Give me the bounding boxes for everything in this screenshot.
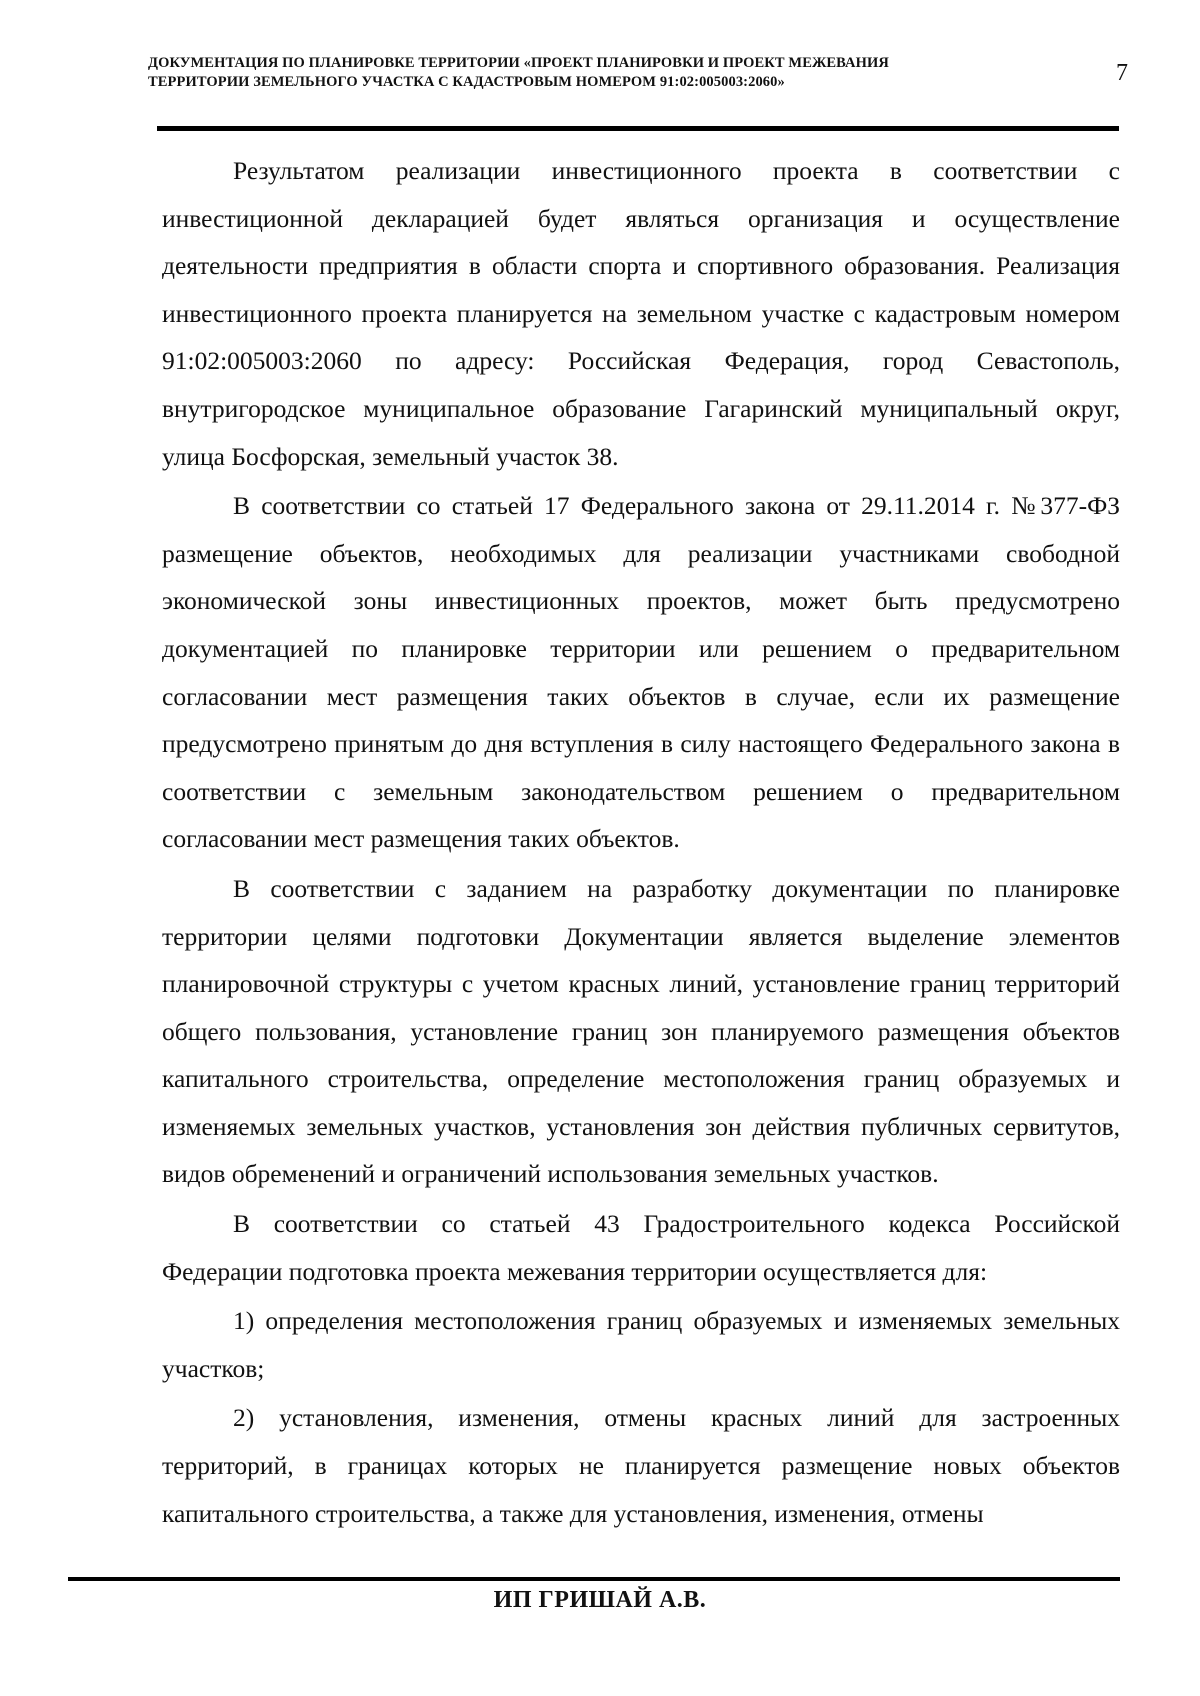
- paragraph-task-goals: В соответствии с заданием на разработку документации по планировке территории целями подготовки Документации является выделение элементов планировочной структуры с учетом красных линий, установление границ территорий общего пользования, установление границ зон планируемого размещения объектов капитального строительства, определение местоположения границ образуемых и изменяемых земельных участков, установления зон действия публичных сервитутов, видов обременений и ограничений использования земельных участков.: [162, 873, 1120, 1189]
- header-line-1: ДОКУМЕНТАЦИЯ ПО ПЛАНИРОВКЕ ТЕРРИТОРИИ «ПРОЕКТ ПЛАНИРОВКИ И ПРОЕКТ МЕЖЕВАНИЯ: [148, 55, 889, 71]
- page-number: 7: [1116, 60, 1128, 86]
- header-divider: [157, 126, 1119, 131]
- paragraph-article-43: В соответствии со статьей 43 Градостроительного кодекса Российской Федерации подготовка проекта межевания территории осуществляется для:: [162, 1209, 1120, 1286]
- list-item-1: 1) определения местоположения границ образуемых и изменяемых земельных участков;: [162, 1306, 1120, 1383]
- header-line-2: ТЕРРИТОРИИ ЗЕМЕЛЬНОГО УЧАСТКА С КАДАСТРОВЫМ НОМЕРОМ 91:02:005003:2060»: [148, 74, 785, 90]
- document-header: [148, 54, 1028, 92]
- paragraph-federal-law: В соответствии со статьей 17 Федерального закона от 29.11.2014 г. №377-ФЗ размещение объектов, необходимых для реализации участниками свободной экономической зоны инвестиционных проектов, может быть предусмотрено документацией по планировке территории или решением о предварительном согласовании мест размещения таких объектов в случае, если их размещение предусмотрено принятым до дня вступления в силу настоящего Федерального закона в соответствии с земельным законодательством решением о предварительном согласовании мест размещения таких объектов.: [162, 491, 1120, 854]
- list-item-2: 2) установления, изменения, отмены красных линий для застроенных территорий, в границах которых не планируется размещение новых объектов капитального строительства, а также для установления, изменения, отмены: [162, 1403, 1120, 1528]
- footer-author: ИП ГРИШАЙ А.В.: [493, 1587, 707, 1613]
- footer-divider: [68, 1577, 1120, 1581]
- paragraph-result: Результатом реализации инвестиционного проекта в соответствии с инвестиционной декларацией будет являться организация и осуществление деятельности предприятия в области спорта и спортивного образования. Реализация инвестиционного проекта планируется на земельном участке с кадастровым номером 91:02:005003:2060 по адресу: Российская Федерация, город Севастополь, внутригородское муниципальное образование Гагаринский муниципальный округ, улица Босфорская, земельный участок 38.: [162, 156, 1120, 471]
- document-body: [162, 147, 1120, 1539]
